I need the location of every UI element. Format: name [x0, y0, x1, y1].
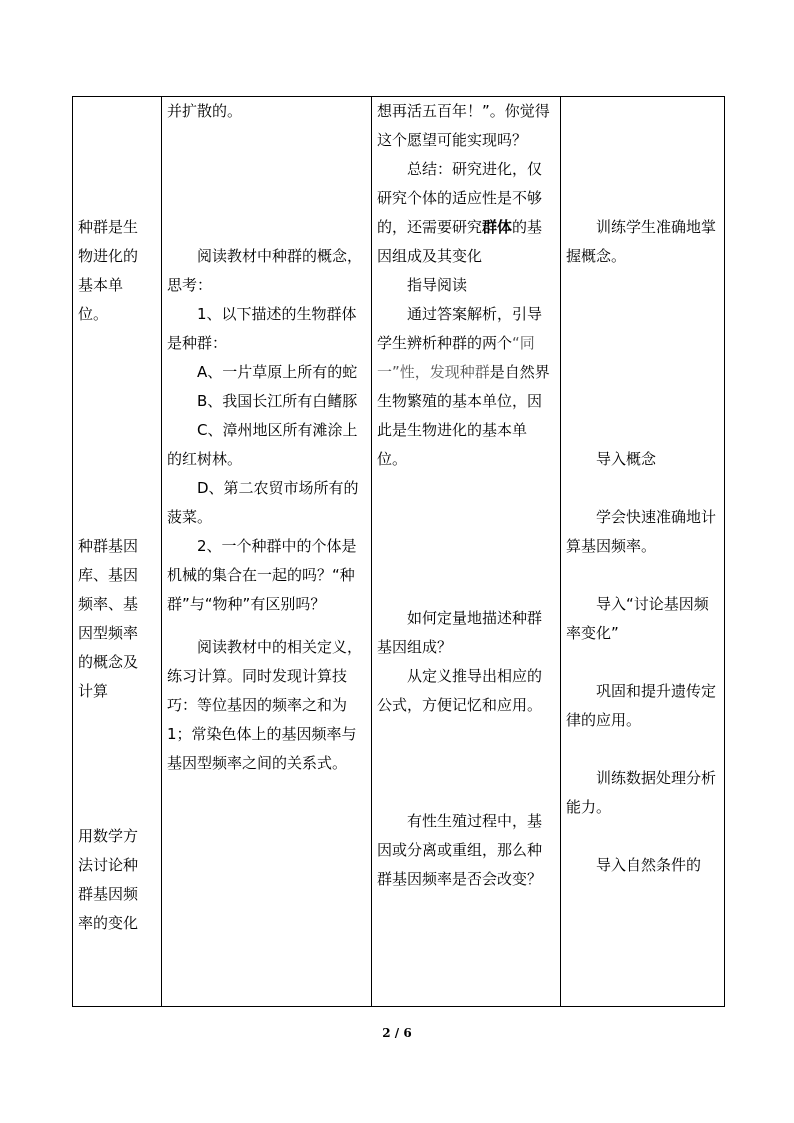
teacher-analysis: 通过答案解析，引导学生辨析种群的两个“同一”性，发现种群是自然界生物繁殖的基本单位，因此是生物进化的基本单位。: [377, 305, 550, 468]
intent-calculate-frequency: 学会快速准确地计算基因频率。: [566, 508, 717, 555]
teacher-activity-column: [372, 97, 561, 1007]
activity-read-concept: 阅读教材中种群的概念，思考：: [167, 247, 363, 294]
teacher-top-text: 想再活五百年！”。你觉得这个愿望可能实现吗？: [377, 102, 550, 149]
intent-consolidate-genetics: 巩固和提升遗传定律的应用。: [566, 682, 717, 729]
teacher-summary: 总结：研究进化，仅研究个体的适应性是不够的，还需要研究群体的基因组成及其变化: [377, 160, 543, 265]
design-intent-column: [561, 97, 725, 1007]
activity-question-2: 2、一个种群中的个体是机械的集合在一起的吗？“种群”与“物种”有区别吗？: [167, 537, 357, 613]
activity-option-a: A、一片草原上所有的蛇: [197, 363, 358, 381]
activity-option-b: B、我国长江所有白鳍豚: [197, 392, 358, 410]
intent-train-concept: 训练学生准确地掌握概念。: [566, 218, 717, 265]
intent-introduce-natural-conditions: 导入自然条件的: [596, 856, 702, 874]
topic-column: [73, 97, 162, 1007]
student-activity-column: [162, 97, 372, 1007]
activity-read-definition: 阅读教材中的相关定义，练习计算。同时发现计算技巧：等位基因的频率之和为 1；常染色体上的基因频率与基因型频率之间的关系式。: [167, 638, 363, 772]
activity-top-text: 并扩散的。: [167, 102, 243, 120]
topic-section-population: 种群是生 物进化的 基本单 位。: [78, 218, 139, 323]
teacher-quantify-question: 如何定量地描述种群基因组成？: [377, 609, 543, 656]
teacher-guide: 指导阅读: [407, 276, 468, 294]
teacher-sexual-reproduction-question: 有性生殖过程中，基因或分离或重组，那么种群基因频率是否会改变？: [377, 812, 543, 888]
page-number: 2 / 6: [382, 1026, 412, 1040]
intent-introduce-discussion: 导入“讨论基因频率变化”: [566, 595, 709, 642]
lesson-plan-table: [72, 96, 725, 1007]
activity-option-d: D、第二农贸市场所有的菠菜。: [167, 479, 359, 526]
intent-introduce-concept: 导入概念: [596, 450, 657, 468]
teacher-derive-formula: 从定义推导出相应的公式，方便记忆和应用。: [377, 667, 543, 714]
intent-train-data-analysis: 训练数据处理分析能力。: [566, 769, 717, 816]
table-row: [73, 97, 725, 1007]
activity-option-c: C、漳州地区所有滩涂上的红树林。: [167, 421, 358, 468]
activity-question-1: 1、以下描述的生物群体是种群：: [167, 305, 357, 352]
topic-section-math-method: 用数学方 法讨论种 群基因频 率的变化: [78, 827, 139, 932]
topic-section-gene-pool: 种群基因 库、基因 频率、基 因型频率 的概念及 计算: [78, 537, 139, 700]
